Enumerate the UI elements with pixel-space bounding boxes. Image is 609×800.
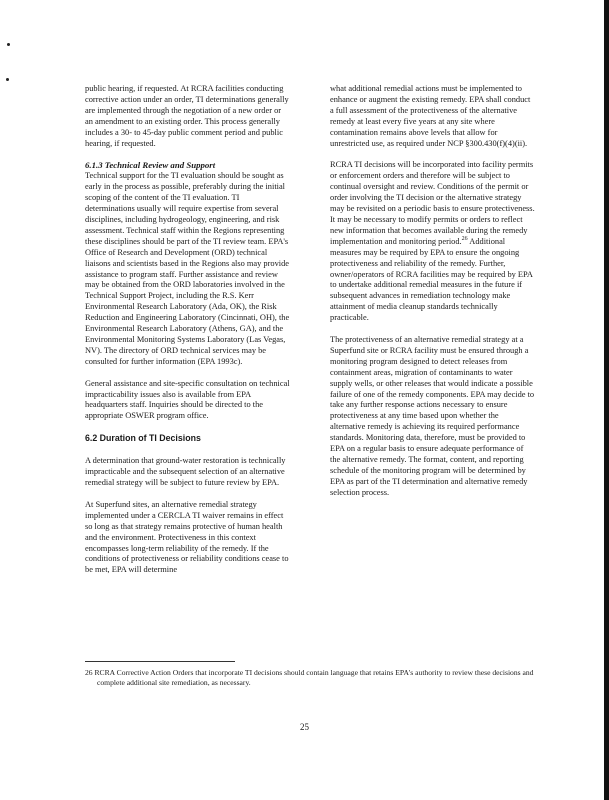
- right-paragraph-2: [330, 160, 535, 324]
- footnote-separator: [85, 661, 235, 662]
- section-heading-6-2: 6.2 Duration of TI Decisions: [85, 433, 201, 444]
- left-paragraph-4: A determination that ground-water restoration is technically impracticable and the subsequent selection of an alternative remedial strategy will be subject to future review by EPA.: [85, 456, 286, 487]
- left-column: [85, 84, 290, 587]
- left-paragraph-1: public hearing, if requested. At RCRA facilities conducting corrective action under an order, TI determinations generally are implemented through the negotiation of a new order or an amendment to an existing order. This process generally includes a 30- to 45-day public comment period and public hearing, if requested.: [85, 84, 289, 148]
- footnote-text: 26 RCRA Corrective Action Orders that incorporate TI decisions should contain language that retains EPA's authority to review these decisions and complete additional site remediation, as necessary.: [85, 668, 534, 687]
- section-heading-6-1-3: 6.1.3 Technical Review and Support: [85, 160, 216, 171]
- footnote-reference-26: 26: [461, 235, 468, 242]
- right-paragraph-2-text: RCRA TI decisions will be incorporated into facility permits or enforcement orders and therefore will be subject to continual oversight and review. Conditions of the permit or order involving the TI decision or the alternative strategy may be revisited on a periodic basis to ensure protectiveness. It may be necessary to modify permits or orders to reflect new information that becomes available during the remedy implementation and monitoring period.: [330, 160, 535, 246]
- footnote-26: [85, 668, 535, 688]
- right-paragraph-2-continued: Additional measures may be required by EPA to ensure the ongoing protectiveness and reliability of the remedy. Further, owner/operators of RCRA facilities may be required by EPA to undertake additional remedial measures in the future if subsequent advances in remediation technology make attainment of media cleanup standards technically practicable.: [330, 236, 533, 323]
- left-paragraph-5: At Superfund sites, an alternative remedial strategy implemented under a CERCLA TI waiver remains in effect so long as that strategy remains protective of human health and the environment. Protectiveness in this context encompasses long-term reliability of the remedy. If the conditions of protectiveness or reliability conditions cease to be met, EPA will determine: [85, 499, 289, 575]
- right-paragraph-1: what additional remedial actions must be implemented to enhance or augment the existing remedy. EPA shall conduct a full assessment of the protectiveness of the alternative remedy at least every five years at any site where contamination remains above levels that allow for unrestricted use, as required under NCP §300.430(f)(4)(ii).: [330, 84, 531, 148]
- right-column: [330, 84, 535, 510]
- left-paragraph-2: Technical support for the TI evaluation should be sought as early in the process as possible, preferably during the initial scoping of the content of the TI evaluation. TI determinations usually will require expertise from several disciplines, including hydrogeology, engineering, and risk assessment. Technical staff within the Regions representing these disciplines should be part of the TI review team. EPA's Office of Research and Development (ORD) technical liaisons and scientists based in the Regions also may provide assistance to program staff. Further assistance and review may be obtained from the ORD laboratories involved in the Technical Support Project, including the R.S. Kerr Environmental Research Laboratory (Ada, OK), the Risk Reduction and Engineering Laboratory (Cincinnati, OH), the Environmental Research Laboratory (Athens, GA), and the Environmental Monitoring Systems Laboratory (Las Vegas, NV). The directory of ORD technical services may be consulted for further information (EPA 1993c).: [85, 171, 290, 366]
- scan-speck: [7, 43, 10, 46]
- scan-speck: [6, 78, 9, 81]
- left-paragraph-3: General assistance and site-specific consultation on technical impracticability issues also is available from EPA headquarters staff. Inquiries should be directed to the appropriate OSWER program office.: [85, 378, 290, 421]
- page-number: 25: [300, 722, 309, 732]
- scan-edge: [604, 0, 609, 800]
- right-paragraph-3: The protectiveness of an alternative remedial strategy at a Superfund site or RCRA facility must be ensured through a monitoring program designed to detect releases from containment areas, migration of contaminants to water supply wells, or other releases that would indicate a possible failure of one of the remedy components. EPA may decide to take any further response actions necessary to ensure protectiveness at any time based upon whether the alternative remedy is achieving its required performance standards. Monitoring data, therefore, must be provided to EPA on a regular basis to ensure adequate performance of the alternative remedy. The format, content, and reporting schedule of the monitoring program will be determined by EPA as part of the TI determination and alternative remedy selection process.: [330, 335, 535, 497]
